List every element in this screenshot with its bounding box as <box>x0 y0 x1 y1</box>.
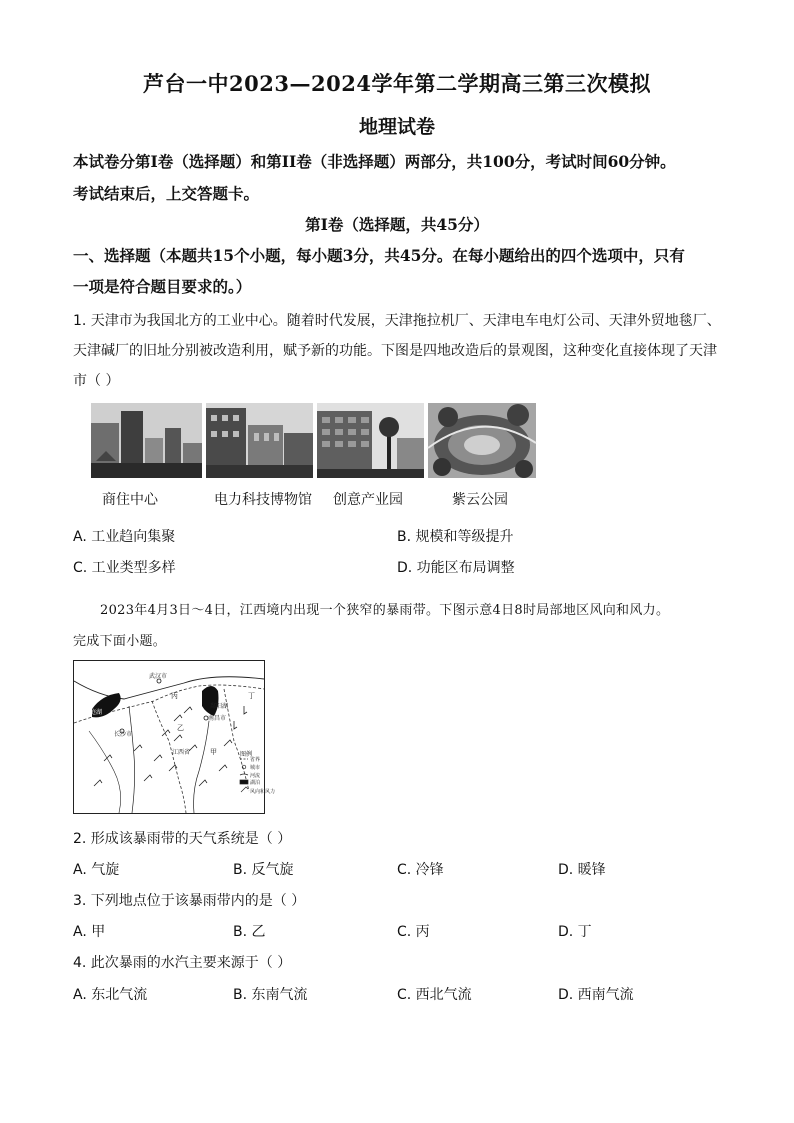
q1-stem-line-3: 市（ ） <box>73 373 120 389</box>
intro-line-1: 本试卷分第Ⅰ卷（选择题）和第II卷（非选择题）两部分，共100分，考试时间60分钟。 <box>73 152 676 171</box>
q3-option-c[interactable]: C. 丙 <box>397 924 430 940</box>
q4-option-a[interactable]: A. 东北气流 <box>73 987 148 1003</box>
section-instruction-line-1: 一、选择题（本题共15个小题，每小题3分，共45分。在每小题给出的四个选项中，只有 <box>73 246 685 265</box>
section-heading: 第Ⅰ卷（选择题，共45分） <box>305 215 489 234</box>
map-label-changsha: 长沙市 <box>114 731 133 738</box>
caption-commercial-residential: 商住中心 <box>102 492 158 508</box>
q3-stem: 3. 下列地点位于该暴雨带内的是（ ） <box>73 893 306 909</box>
q3-option-d[interactable]: D. 丁 <box>558 924 592 940</box>
q1-option-c[interactable]: C. 工业类型多样 <box>73 560 176 576</box>
map-legend-wind: 风向和风力 <box>250 789 276 795</box>
map-legend-lake: 湖泊 <box>250 780 261 786</box>
passage-line-2: 完成下面小题。 <box>73 634 167 649</box>
caption-ziyun-park: 紫云公园 <box>452 492 508 508</box>
q2-option-c[interactable]: C. 冷锋 <box>397 862 444 878</box>
intro-line-2: 考试结束后，上交答题卡。 <box>73 184 260 203</box>
photo-ziyun-park <box>428 403 536 478</box>
q1-option-a[interactable]: A. 工业趋向集聚 <box>73 529 176 545</box>
map-label-jia: 甲 <box>210 748 217 756</box>
q2-option-b[interactable]: B. 反气旋 <box>233 862 294 878</box>
q1-stem-line-1: 1. 天津市为我国北方的工业中心。随着时代发展，天津拖拉机厂、天津电车电灯公司、天津外贸地毯厂、 <box>73 313 721 329</box>
map-label-jiangxi: 江西省 <box>172 749 191 756</box>
map-label-dongtinghu: 洞庭湖 <box>84 709 103 716</box>
map-legend-title: 图例 <box>240 751 253 758</box>
map-label-yi: 乙 <box>177 724 184 732</box>
photo-power-museum <box>206 403 313 478</box>
map-label-poyanghu: 鄱阳湖 <box>210 703 229 710</box>
photo-creative-park <box>317 403 424 478</box>
photo-commercial-residential <box>91 403 202 478</box>
q3-option-a[interactable]: A. 甲 <box>73 924 106 940</box>
q1-option-d[interactable]: D. 功能区布局调整 <box>397 560 515 576</box>
q4-stem: 4. 此次暴雨的水汽主要来源于（ ） <box>73 955 292 971</box>
q4-option-d[interactable]: D. 西南气流 <box>558 987 634 1003</box>
map-label-bing: 丙 <box>171 692 178 700</box>
map-label-ding: 丁 <box>248 692 255 700</box>
map-legend-river: 河流 <box>250 773 261 779</box>
q1-option-b[interactable]: B. 规模和等级提升 <box>397 529 514 545</box>
caption-creative-park: 创意产业园 <box>333 492 403 508</box>
map-legend-boundary: 省界 <box>250 757 261 763</box>
q4-option-c[interactable]: C. 西北气流 <box>397 987 472 1003</box>
q3-option-b[interactable]: B. 乙 <box>233 924 266 940</box>
map-label-nanchang: 南昌市 <box>208 715 227 722</box>
map-legend-city: 城市 <box>250 765 261 771</box>
map-label-wuhan: 武汉市 <box>149 673 168 680</box>
q2-option-a[interactable]: A. 气旋 <box>73 862 120 878</box>
q2-option-d[interactable]: D. 暖锋 <box>558 862 606 878</box>
q2-stem: 2. 形成该暴雨带的天气系统是（ ） <box>73 831 292 847</box>
passage-line-1: 2023年4月3日～4日，江西境内出现一个狭窄的暴雨带。下图示意4日8时局部地区风向和风力。 <box>100 603 670 618</box>
wind-map <box>73 660 276 814</box>
exam-title: 芦台一中2023—2024学年第二学期高三第三次模拟 <box>143 71 651 96</box>
q4-option-b[interactable]: B. 东南气流 <box>233 987 308 1003</box>
caption-power-museum: 电力科技博物馆 <box>214 492 312 508</box>
section-instruction-line-2: 一项是符合题目要求的。） <box>73 277 252 296</box>
q1-stem-line-2: 天津碱厂的旧址分别被改造利用，赋予新的功能。下图是四地改造后的景观图，这种变化直接体现了天津 <box>73 343 717 359</box>
exam-subtitle: 地理试卷 <box>358 116 435 138</box>
